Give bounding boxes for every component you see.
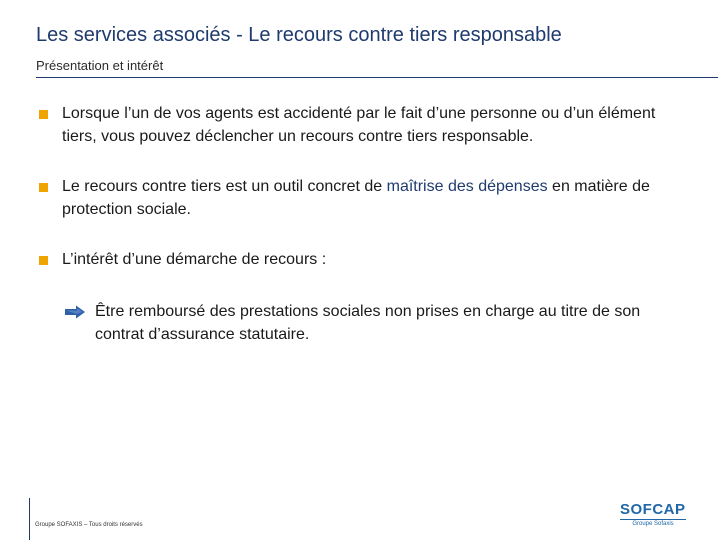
square-bullet-icon (39, 110, 48, 119)
square-bullet-icon (39, 183, 48, 192)
slide-title: Les services associés - Le recours contre tiers responsable (36, 24, 562, 46)
title-divider (36, 77, 718, 78)
highlighted-text: maîtrise des dépenses (386, 178, 548, 195)
footer-divider (29, 498, 30, 540)
bullet-item (39, 248, 679, 271)
bullet-item (39, 102, 679, 148)
bullet-text (62, 175, 679, 221)
footer-copyright: Groupe SOFAXIS – Tous droits réservés (35, 522, 143, 528)
bullet-text-before: Le recours contre tiers est un outil concret de (62, 178, 387, 195)
square-bullet-icon (39, 256, 48, 265)
logo-name: SOFCAP (620, 501, 686, 518)
sub-bullet-item (64, 300, 684, 346)
bullet-text: L’intérêt d’une démarche de recours : (62, 251, 327, 268)
bullet-item (39, 175, 679, 221)
sofcap-logo (620, 502, 686, 528)
bullet-text-after: en matière de protection sociale. (62, 178, 650, 218)
logo-tagline: Groupe Sofaxis (620, 519, 686, 528)
arrow-right-icon (64, 305, 86, 319)
sub-bullet-text: Être remboursé des prestations sociales non prises en charge au titre de son contrat d’assurance statutaire. (95, 303, 641, 343)
bullet-text: Lorsque l’un de vos agents est accidenté par le fait d’une personne ou d’un élément tiers, vous pouvez déclencher un recours contre tiers responsable. (62, 105, 656, 145)
slide-subtitle: Présentation et intérêt (36, 58, 164, 73)
